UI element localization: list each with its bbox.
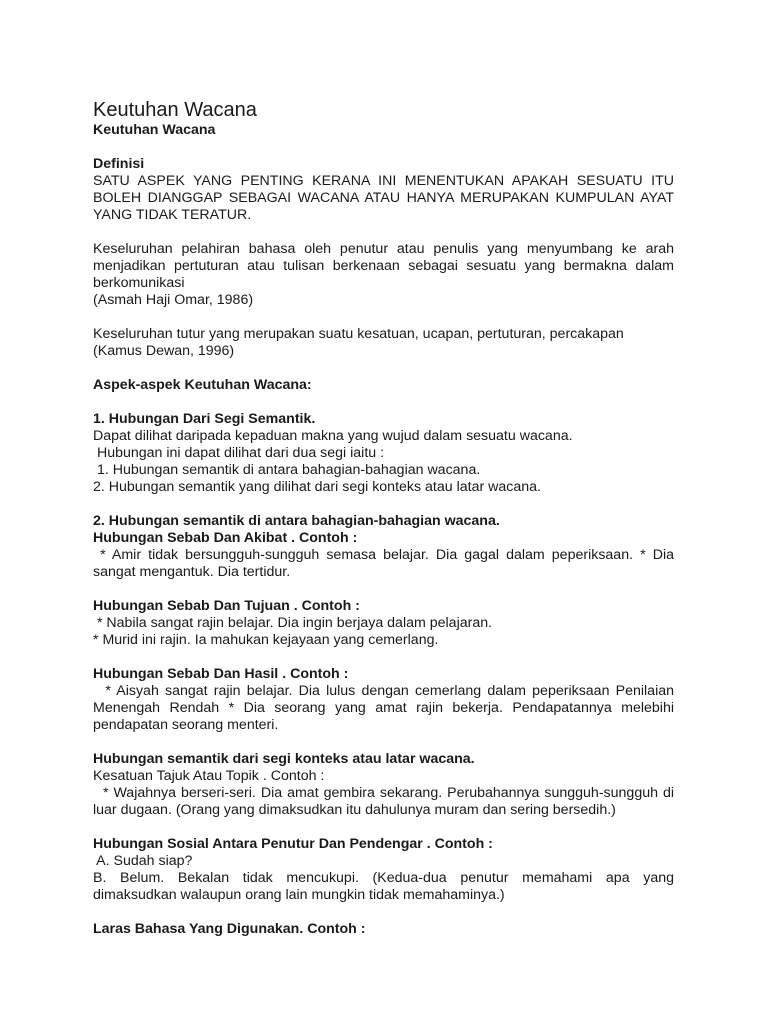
sebab-akibat-heading: Hubungan Sebab Dan Akibat . Contoh : xyxy=(93,530,358,546)
konteks-heading: Hubungan semantik dari segi konteks atau latar wacana. xyxy=(93,751,475,767)
sebab-akibat-text: * Amir tidak bersungguh-sungguh semasa belajar. Dia gagal dalam peperiksaan. * Dia sangat mengantuk. Dia tertidur. xyxy=(93,547,678,580)
aspek-section xyxy=(93,377,674,394)
bahagian-section xyxy=(93,513,678,581)
semantik-heading: 1. Hubungan Dari Segi Semantik. xyxy=(93,411,316,427)
aspek-heading: Aspek-aspek Keutuhan Wacana: xyxy=(93,377,312,393)
sosial-text-b: B. Belum. Bekalan tidak mencukupi. (Kedua-dua penutur memahami apa yang dimaksudkan walaupun orang lain mungkin tidak memahaminya.) xyxy=(93,870,674,903)
quote-asmah-citation: (Asmah Haji Omar, 1986) xyxy=(93,292,254,308)
laras-heading: Laras Bahasa Yang Digunakan. Contoh : xyxy=(93,921,366,937)
sosial-line-a: A. Sudah siap? xyxy=(93,853,193,869)
definisi-section xyxy=(93,156,674,224)
sosial-section xyxy=(93,836,674,904)
quote-asmah-text: Keseluruhan pelahiran bahasa oleh penutur atau penulis yang menyumbang ke arah menjadikan pertuturan atau tulisan berkenaan sebagai sesuatu yang bermakna dalam berkomunikasi xyxy=(93,241,674,291)
semantik-section xyxy=(93,411,674,496)
quote-asmah xyxy=(93,241,674,309)
semantik-line: Hubungan ini dapat dilihat dari dua segi iaitu : xyxy=(93,445,385,461)
document-subtitle: Keutuhan Wacana xyxy=(93,122,216,138)
tujuan-line: * Nabila sangat rajin belajar. Dia ingin berjaya dalam pelajaran. xyxy=(93,615,493,631)
hasil-section xyxy=(93,666,678,734)
hasil-text: * Aisyah sangat rajin belajar. Dia lulus dengan cemerlang dalam peperiksaan Penilaian Menengah Rendah * Dia seorang yang amat rajin bekerja. Pendapatannya melebihi pendapatan seorang menteri. xyxy=(93,683,678,733)
semantik-line: Dapat dilihat daripada kepaduan makna yang wujud dalam sesuatu wacana. xyxy=(93,428,573,444)
bahagian-heading: 2. Hubungan semantik di antara bahagian-bahagian wacana. xyxy=(93,513,500,529)
tujuan-section xyxy=(93,598,674,649)
tujuan-line: * Murid ini rajin. Ia mahukan kejayaan yang cemerlang. xyxy=(93,632,439,648)
konteks-subline: Kesatuan Tajuk Atau Topik . Contoh : xyxy=(93,768,325,784)
document-title: Keutuhan Wacana xyxy=(93,99,257,121)
tujuan-heading: Hubungan Sebab Dan Tujuan . Contoh : xyxy=(93,598,360,614)
laras-section xyxy=(93,921,674,938)
semantik-line: 2. Hubungan semantik yang dilihat dari segi konteks atau latar wacana. xyxy=(93,479,541,495)
sosial-heading: Hubungan Sosial Antara Penutur Dan Pendengar . Contoh : xyxy=(93,836,493,852)
definisi-text: SATU ASPEK YANG PENTING KERANA INI MENENTUKAN APAKAH SESUATU ITU BOLEH DIANGGAP SEBAGAI WACANA ATAU HANYA MERUPAKAN KUMPULAN AYAT YANG TIDAK TERATUR. xyxy=(93,173,674,223)
hasil-heading: Hubungan Sebab Dan Hasil . Contoh : xyxy=(93,666,349,682)
konteks-section xyxy=(93,751,678,819)
quote-kamus xyxy=(93,326,674,360)
konteks-text: * Wajahnya berseri-seri. Dia amat gembira sekarang. Perubahannya sungguh-sungguh di luar dugaan. (Orang yang dimaksudkan itu dahulunya muram dan sering bersedih.) xyxy=(93,785,678,818)
quote-kamus-text: Keseluruhan tutur yang merupakan suatu kesatuan, ucapan, pertuturan, percakapan xyxy=(93,326,624,342)
semantik-line: 1. Hubungan semantik di antara bahagian-bahagian wacana. xyxy=(93,462,481,478)
definisi-heading: Definisi xyxy=(93,156,145,172)
quote-kamus-citation: (Kamus Dewan, 1996) xyxy=(93,343,235,359)
